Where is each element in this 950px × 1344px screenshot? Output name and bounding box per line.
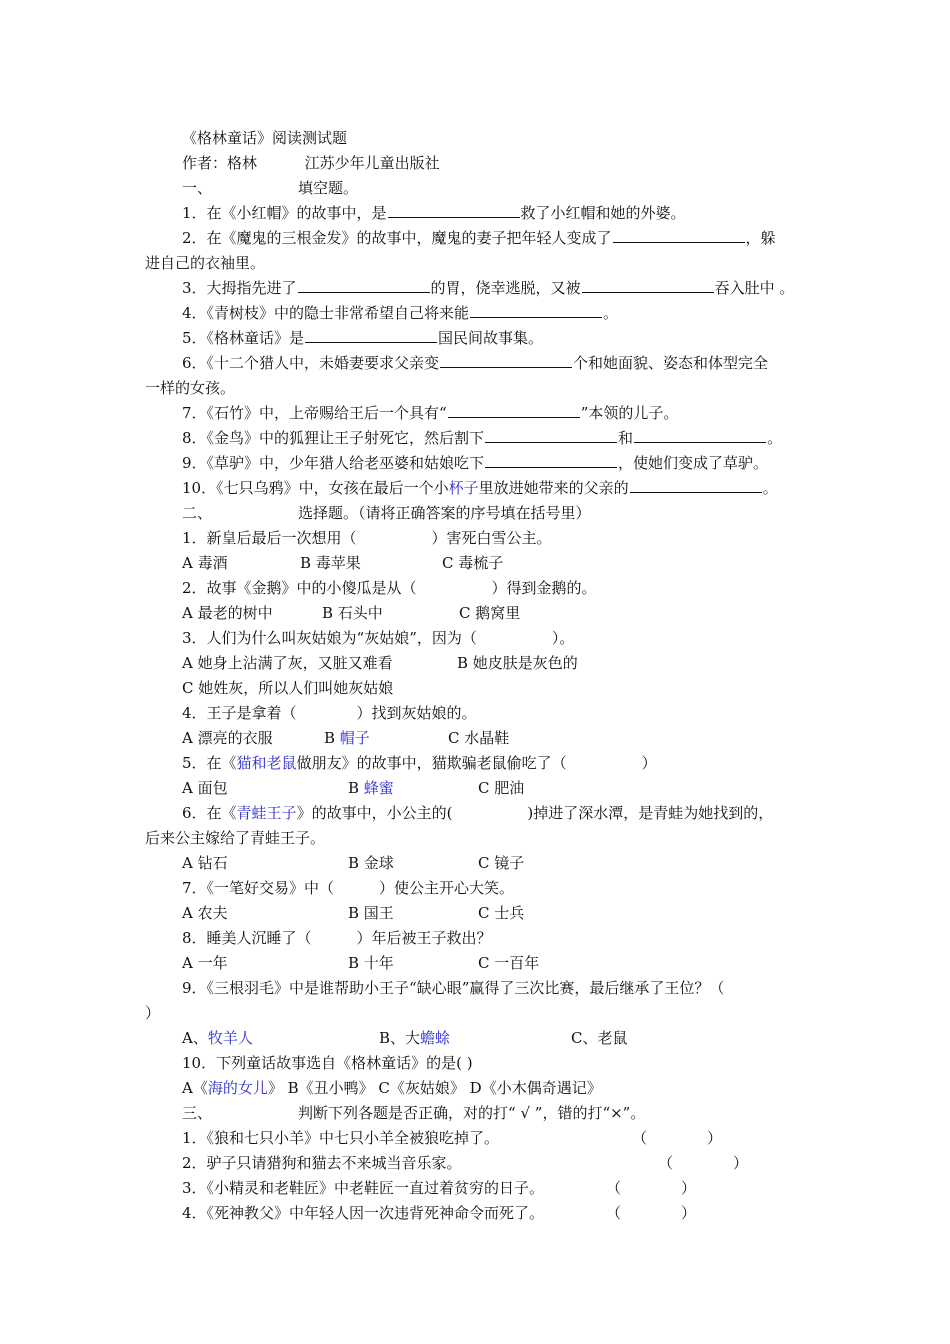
answer-paren: （ ） bbox=[606, 1179, 697, 1197]
question bbox=[182, 1201, 852, 1225]
option: B 金球 bbox=[348, 854, 394, 872]
hyperlink-text[interactable]: 蟾蜍 bbox=[420, 1029, 451, 1047]
hyperlink-text[interactable]: 海的女儿 bbox=[207, 1079, 268, 1097]
question: 3．人们为什么叫灰姑娘为“灰姑娘”，因为（ ）。 bbox=[182, 629, 575, 647]
question bbox=[182, 226, 852, 250]
question-text: 。 bbox=[767, 429, 783, 447]
question-text: ，躲 bbox=[745, 229, 776, 247]
question bbox=[182, 751, 852, 775]
question bbox=[182, 1176, 852, 1200]
option: A 最老的树中 bbox=[182, 604, 273, 622]
question bbox=[182, 476, 852, 500]
option: A 漂亮的衣服 bbox=[182, 729, 273, 747]
option: C 士兵 bbox=[478, 904, 525, 922]
question-text: 1．《狼和七只小羊》中七只小羊全被狼吃掉了。 bbox=[182, 1129, 500, 1147]
question-text: 和 bbox=[618, 429, 634, 447]
answer-blank bbox=[388, 202, 520, 218]
publisher: 江苏少年儿童出版社 bbox=[304, 154, 440, 172]
option: B bbox=[324, 729, 340, 747]
question-text: 6．在《 bbox=[182, 804, 237, 822]
options bbox=[182, 851, 852, 875]
option: C 肥油 bbox=[478, 779, 525, 797]
hyperlink-text[interactable]: 牧羊人 bbox=[207, 1029, 253, 1047]
question-continued: 后来公主嫁给了青蛙王子。 bbox=[145, 829, 326, 847]
question-text: 吞入肚中 。 bbox=[714, 279, 795, 297]
answer-blank bbox=[485, 452, 617, 468]
question-text: 6．《十二个猎人中，未婚妻要求父亲变 bbox=[182, 354, 440, 372]
answer-blank bbox=[634, 427, 766, 443]
option: A 面包 bbox=[182, 779, 228, 797]
option: B 十年 bbox=[348, 954, 394, 972]
question-text: 5．在《 bbox=[182, 754, 237, 772]
answer-blank bbox=[630, 477, 762, 493]
question-text: 个和她面貌、姿态和体型完全 bbox=[573, 354, 769, 372]
question bbox=[182, 276, 852, 300]
question-text: 4．《死神教父》中年轻人因一次违背死神命令而死了。 bbox=[182, 1204, 545, 1222]
question-text: 7．《石竹》中，上帝赐给王后一个具有“ bbox=[182, 404, 447, 422]
options bbox=[182, 776, 852, 800]
question bbox=[182, 326, 852, 350]
question: 1．新皇后最后一次想用（ ）害死白雪公主。 bbox=[182, 529, 552, 547]
options bbox=[182, 1076, 852, 1100]
question-continued: ） bbox=[145, 1004, 161, 1022]
section-heading bbox=[182, 501, 852, 525]
option: A 她身上沾满了灰，又脏又难看 bbox=[182, 654, 393, 672]
answer-blank bbox=[485, 427, 617, 443]
hyperlink-text[interactable]: 杯子 bbox=[448, 479, 479, 497]
question-text: 3．大拇指先进了 bbox=[182, 279, 297, 297]
question: 8．睡美人沉睡了（ ）年后被王子救出？ bbox=[182, 929, 492, 947]
option: B 石头中 bbox=[322, 604, 383, 622]
question-text: 国民间故事集。 bbox=[438, 329, 544, 347]
option: B 毒苹果 bbox=[300, 554, 361, 572]
question bbox=[182, 801, 852, 825]
options bbox=[182, 901, 852, 925]
option: 》 B《丑小鸭》 C《灰姑娘》 D《小木偶奇遇记》 bbox=[267, 1079, 602, 1097]
question-text: 9．《草驴》中，少年猎人给老巫婆和姑娘吃下 bbox=[182, 454, 485, 472]
section-heading bbox=[182, 176, 852, 200]
options bbox=[182, 726, 852, 750]
question bbox=[182, 451, 852, 475]
section-heading bbox=[182, 1101, 852, 1125]
options bbox=[182, 551, 852, 575]
question-text: 1．在《小红帽》的故事中，是 bbox=[182, 204, 387, 222]
option: B 她皮肤是灰色的 bbox=[457, 654, 578, 672]
options bbox=[182, 1026, 852, 1050]
option: A 钻石 bbox=[182, 854, 228, 872]
question-text: 的胃，侥幸逃脱，又被 bbox=[430, 279, 581, 297]
hyperlink-text[interactable]: 青蛙王子 bbox=[236, 804, 297, 822]
question-text: ，使她们变成了草驴。 bbox=[618, 454, 769, 472]
answer-paren: （ ） bbox=[606, 1204, 697, 1222]
question bbox=[182, 426, 852, 450]
question-text: 救了小红帽和她的外婆。 bbox=[520, 204, 686, 222]
question-text: 》的故事中，小公主的( )掉进了深水潭，是青蛙为她找到的， bbox=[296, 804, 774, 822]
question-text: 3．《小精灵和老鞋匠》中老鞋匠一直过着贫穷的日子。 bbox=[182, 1179, 545, 1197]
question-text: ”本领的儿子。 bbox=[580, 404, 679, 422]
question bbox=[182, 201, 852, 225]
question-text: 里放进她带来的父亲的 bbox=[478, 479, 629, 497]
hyperlink-text[interactable]: 蜂蜜 bbox=[363, 779, 394, 797]
author-line bbox=[182, 151, 852, 175]
option: C 鹅窝里 bbox=[459, 604, 521, 622]
question-text: 8．《金鸟》中的狐狸让王子射死它，然后割下 bbox=[182, 429, 485, 447]
question-text: 。 bbox=[603, 304, 619, 322]
question bbox=[182, 1151, 852, 1175]
question-continued: 进自己的衣袖里。 bbox=[145, 254, 266, 272]
question-text: 2．驴子只请猎狗和猫去不来城当音乐家。 bbox=[182, 1154, 462, 1172]
answer-blank bbox=[305, 327, 437, 343]
section-title: 选择题。（请将正确答案的序号填在括号里） bbox=[298, 504, 591, 522]
question bbox=[182, 351, 852, 375]
question: 10．下列童话故事选自《格林童话》的是( ) bbox=[182, 1054, 473, 1072]
option: A 毒酒 bbox=[182, 554, 228, 572]
answer-blank bbox=[448, 402, 580, 418]
author: 作者：格林 bbox=[182, 154, 258, 172]
section-num: 一、 bbox=[182, 179, 213, 197]
options bbox=[182, 651, 852, 675]
option: A、 bbox=[182, 1029, 208, 1047]
answer-paren: （ ） bbox=[658, 1154, 749, 1172]
answer-blank bbox=[582, 277, 714, 293]
answer-paren: （ ） bbox=[632, 1129, 723, 1147]
option: A 一年 bbox=[182, 954, 228, 972]
option: B bbox=[348, 779, 364, 797]
section-title: 填空题。 bbox=[298, 179, 359, 197]
question-text: 4．《青树枝》中的隐士非常希望自己将来能 bbox=[182, 304, 470, 322]
question bbox=[182, 1126, 852, 1150]
doc-title: 《格林童话》阅读测试题 bbox=[182, 129, 348, 147]
hyperlink-text[interactable]: 帽子 bbox=[339, 729, 370, 747]
question-text: 做朋友》的故事中，猫欺骗老鼠偷吃了（ ） bbox=[296, 754, 657, 772]
question: 4．王子是拿着（ ）找到灰姑娘的。 bbox=[182, 704, 477, 722]
option: A《 bbox=[182, 1079, 208, 1097]
hyperlink-text[interactable]: 猫和老鼠 bbox=[236, 754, 297, 772]
option: A 农夫 bbox=[182, 904, 228, 922]
answer-blank bbox=[440, 352, 572, 368]
question bbox=[182, 401, 852, 425]
question-text: 。 bbox=[762, 479, 778, 497]
question-text: 5．《格林童话》是 bbox=[182, 329, 305, 347]
options bbox=[182, 951, 852, 975]
question: 9．《三根羽毛》中是谁帮助小王子“缺心眼”赢得了三次比赛，最后继承了王位？（ bbox=[182, 979, 725, 997]
option: C 水晶鞋 bbox=[448, 729, 510, 747]
answer-blank bbox=[470, 302, 602, 318]
question-continued: 一样的女孩。 bbox=[145, 379, 236, 397]
option: C 她姓灰，所以人们叫她灰姑娘 bbox=[182, 679, 394, 697]
question-text: 10．《七只乌鸦》中，女孩在最后一个小 bbox=[182, 479, 449, 497]
question-text: 2．在《魔鬼的三根金发》的故事中，魔鬼的妻子把年轻人变成了 bbox=[182, 229, 612, 247]
option: C、老鼠 bbox=[571, 1029, 628, 1047]
answer-blank bbox=[613, 227, 745, 243]
option: C 镜子 bbox=[478, 854, 525, 872]
option: B、大 bbox=[379, 1029, 421, 1047]
question bbox=[182, 301, 852, 325]
section-title: 判断下列各题是否正确，对的打“ √ ”，错的打“×”。 bbox=[298, 1104, 646, 1122]
question: 7．《一笔好交易》中（ ）使公主开心大笑。 bbox=[182, 879, 515, 897]
answer-blank bbox=[298, 277, 430, 293]
section-num: 三、 bbox=[182, 1104, 213, 1122]
option: C 一百年 bbox=[478, 954, 540, 972]
option: C 毒梳子 bbox=[442, 554, 504, 572]
section-num: 二、 bbox=[182, 504, 213, 522]
options bbox=[182, 601, 852, 625]
option: B 国王 bbox=[348, 904, 394, 922]
question: 2．故事《金鹅》中的小傻瓜是从（ ）得到金鹅的。 bbox=[182, 579, 597, 597]
